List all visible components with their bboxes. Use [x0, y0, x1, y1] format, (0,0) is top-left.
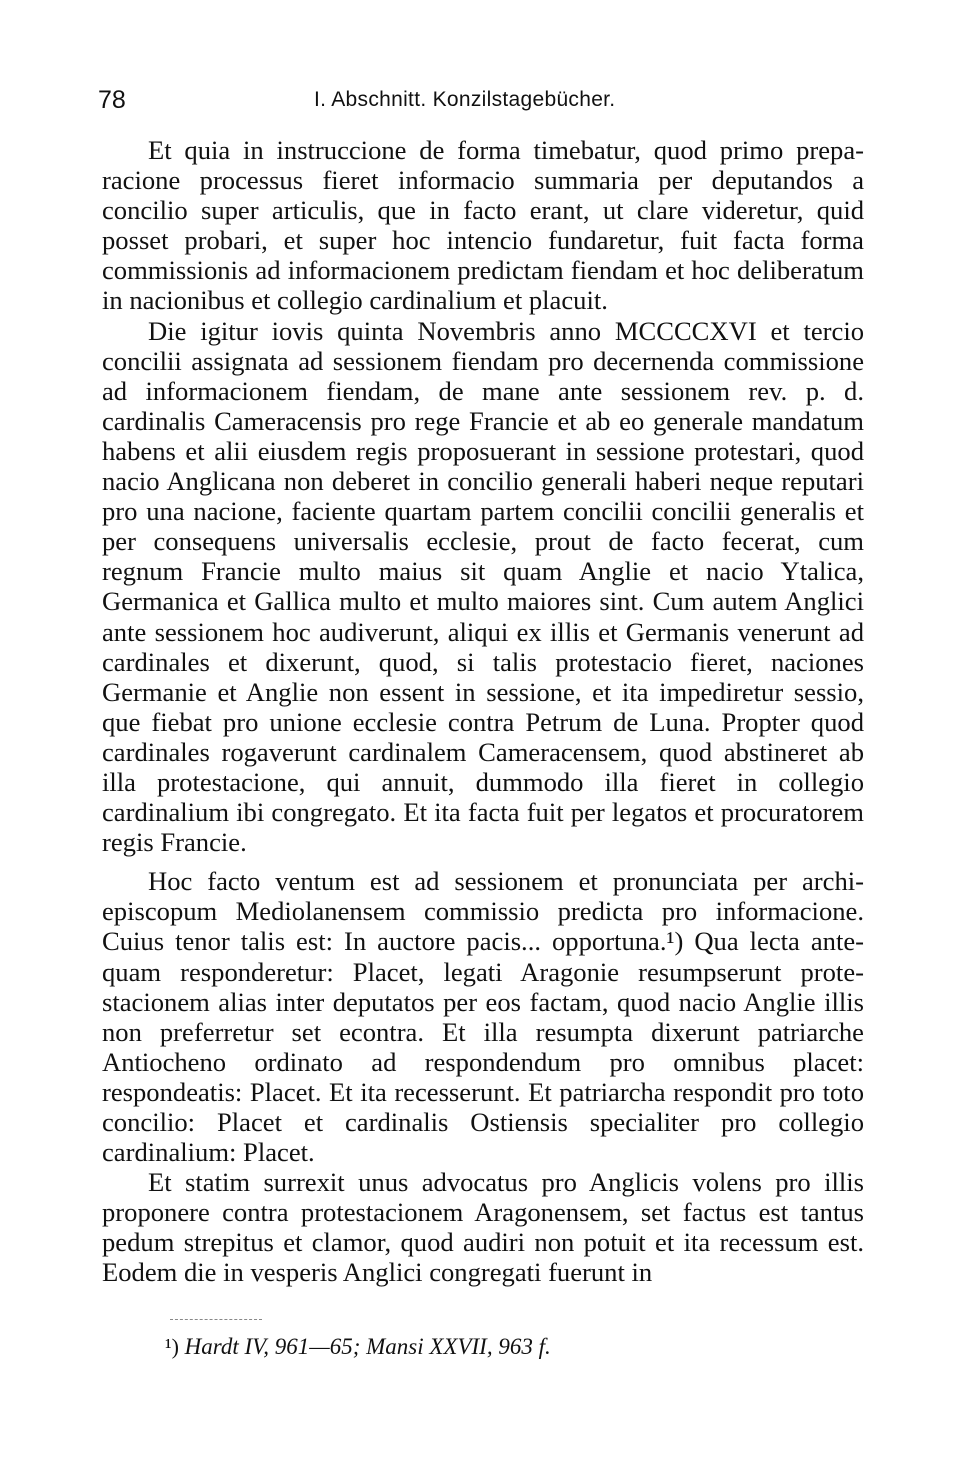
page-number: 78 [98, 86, 126, 114]
page-header [98, 86, 862, 116]
footnote-text: Hardt IV, 961—65; Mansi XXVII, 963 f. [184, 1334, 551, 1359]
footnote-mark: ¹) [165, 1334, 179, 1359]
footnote [165, 1334, 551, 1360]
paragraph: Et quia in instruccione de forma timebatur, quod primo preparacione processus fieret informacio summaria per deputandos a concilio super articulis, que in facto erant, ut clare videretur, quid posset probari, et super hoc intencio fundaretur, fuit facta forma commissionis ad informacionem predictam fiendam et hoc deliberatum in nacionibus et collegio cardinalium et placuit. [102, 135, 864, 316]
paragraph: Die igitur iovis quinta Novembris anno MCCCCXVI et tercio concilii assignata ad sessionem fiendam pro decernenda commissione ad informacionem fiendam, de mane ante sessionem rev. p. d. cardinalis Cameracensis pro rege Francie et ab eo generale mandatum habens et alii eiusdem regis proposuerant in sessione protestari, quod nacio Anglicana non deberet in concilio generali haberi neque reputari pro una nacione, faciente quartam partem concilii concilii generalis et per consequens universalis ecclesie, prout de facto fecerat, cum regnum Francie multo maius sit quam Anglie et nacio Ytalica, Germanica et Gallica multo et multo maiores sint. Cum autem Anglici ante sessionem hoc audiverunt, aliqui ex illis et Germanis venerunt ad cardinales et dixerunt, quod, si talis protestacio fieret, naciones Germanie et Anglie non essent in sessione, et ita impediretur sessio, que fiebat pro unione ecclesie contra Petrum de Luna. Propter quod cardinales rogaverunt cardinalem Cameracensem, quod abstineret ab illa protestacione, qui annuit, dummodo illa fieret in collegio cardinalium ibi congregato. Et ita facta fuit per legatos et procuratorem regis Francie. [102, 315, 864, 858]
footnote-divider [170, 1319, 262, 1320]
paragraph: Et statim surrexit unus advocatus pro Anglicis volens pro illis proponere contra protestacionem Aragonensem, set factus est tantus pedum strepitus et clamor, quod audiri non potuit et ita recessum est. Eodem die in vesperis Anglici congregati fuerunt in [102, 1167, 864, 1288]
running-head: I. Abschnitt. Konzilstagebücher. [314, 88, 616, 111]
body-text [102, 135, 864, 1288]
paragraph: Hoc facto ventum est ad sessionem et pronunciata per archiepiscopum Mediolanensem commissio predicta pro informacione. Cuius tenor talis est: In auctore pacis... opportuna.¹) Qua lecta antequam responderetur: Placet, legati Aragonie resumpserunt protestacionem alias inter deputatos per eos factam, quod nacio Anglie illis non preferretur set econtra. Et illa resumpta dixerunt patriarche Antiocheno ordinato ad respondendum pro omnibus placet: respondeatis: Placet. Et ita recesserunt. Et patriarcha respondit pro toto concilio: Placet et cardinalis Ostiensis specialiter pro collegio cardinalium: Placet. [102, 866, 864, 1168]
